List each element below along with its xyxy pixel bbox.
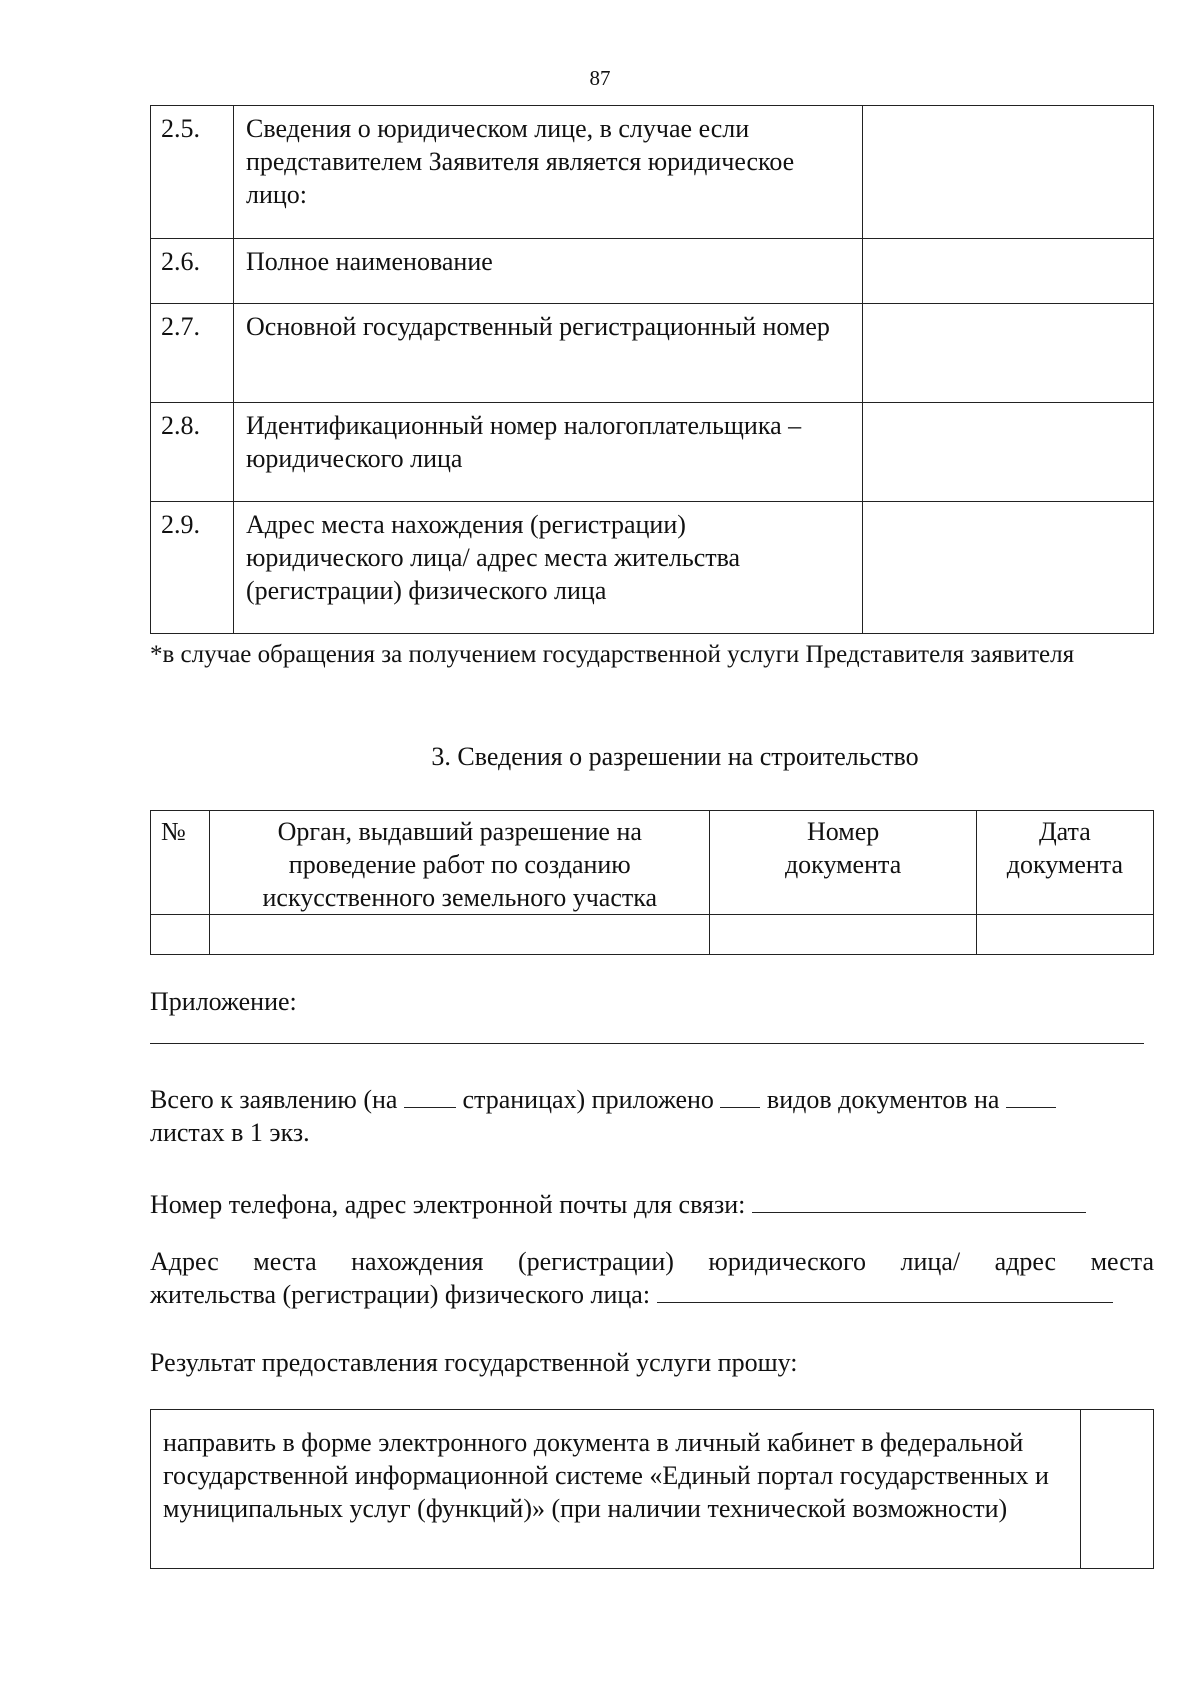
table-row <box>151 106 1154 239</box>
row-label: Идентификационный номер налогоплательщика – юридического лица <box>234 403 863 502</box>
phone-email-field[interactable] <box>752 1190 1086 1213</box>
row-number: 2.7. <box>151 304 234 403</box>
row-value-field[interactable] <box>863 502 1154 634</box>
result-options-table <box>150 1409 1154 1569</box>
footnote: *в случае обращения за получением государственной услуги Представителя заявителя <box>150 641 1075 668</box>
attachment-label: Приложение: <box>150 987 297 1016</box>
row-value-field[interactable] <box>863 304 1154 403</box>
totals-part4: листах в 1 экз. <box>150 1118 310 1147</box>
row-label: Сведения о юридическом лице, в случае если представителем Заявителя является юридическое лицо: <box>234 106 863 239</box>
totals-text <box>150 1083 1150 1149</box>
table-row <box>151 915 1154 955</box>
row-value-field[interactable] <box>863 403 1154 502</box>
cell-doc-date-field[interactable] <box>976 915 1153 955</box>
cell-doc-number-field[interactable] <box>710 915 976 955</box>
table-row <box>151 403 1154 502</box>
totals-part3: видов документов на <box>766 1085 1000 1114</box>
row-number: 2.9. <box>151 502 234 634</box>
cell-number-field[interactable] <box>151 915 210 955</box>
pages-blank[interactable] <box>404 1085 456 1108</box>
section-3-title: 3. Сведения о разрешении на строительство <box>431 742 919 771</box>
row-value-field[interactable] <box>863 239 1154 304</box>
header-authority: Орган, выдавший разрешение на проведение работ по созданию искусственного земельного участка <box>210 811 710 915</box>
table-row <box>151 239 1154 304</box>
header-doc-number: Номер документа <box>710 811 976 915</box>
totals-part2: страницах) приложено <box>462 1085 714 1114</box>
row-number: 2.6. <box>151 239 234 304</box>
address-field[interactable] <box>657 1280 1113 1303</box>
permit-table <box>150 810 1154 955</box>
address-label-line2: жительства (регистрации) физического лица: <box>150 1280 651 1309</box>
row-number: 2.5. <box>151 106 234 239</box>
address-label-line1: Адрес места нахождения (регистрации) юридического лица/ адрес места <box>150 1247 1154 1276</box>
header-doc-date: Дата документа <box>976 811 1153 915</box>
doc-types-blank[interactable] <box>720 1085 760 1108</box>
table-row <box>151 502 1154 634</box>
totals-part1: Всего к заявлению (на <box>150 1085 398 1114</box>
address-line2 <box>150 1278 1154 1311</box>
phone-line <box>150 1188 1150 1221</box>
cell-authority-field[interactable] <box>210 915 710 955</box>
table-header-row <box>151 811 1154 915</box>
result-label: Результат предоставления государственной услуги прошу: <box>150 1348 798 1377</box>
table-row <box>151 1410 1154 1569</box>
applicant-info-table <box>150 105 1154 634</box>
row-number: 2.8. <box>151 403 234 502</box>
row-value-field[interactable] <box>863 106 1154 239</box>
table-row <box>151 304 1154 403</box>
phone-label: Номер телефона, адрес электронной почты для связи: <box>150 1190 746 1219</box>
row-label: Полное наименование <box>234 239 863 304</box>
sheets-blank[interactable] <box>1006 1085 1056 1108</box>
result-option-text: направить в форме электронного документа в личный кабинет в федеральной государственной информационной системе «Единый портал государственных и муниципальных услуг (функций)» (при наличии технической возможности) <box>151 1410 1081 1569</box>
page-number: 87 <box>589 66 611 90</box>
row-label: Основной государственный регистрационный номер <box>234 304 863 403</box>
result-option-checkbox[interactable] <box>1081 1410 1154 1569</box>
row-label: Адрес места нахождения (регистрации) юридического лица/ адрес места жительства (регистрации) физического лица <box>234 502 863 634</box>
attachment-line[interactable] <box>150 1043 1144 1044</box>
header-number: № <box>151 811 210 915</box>
